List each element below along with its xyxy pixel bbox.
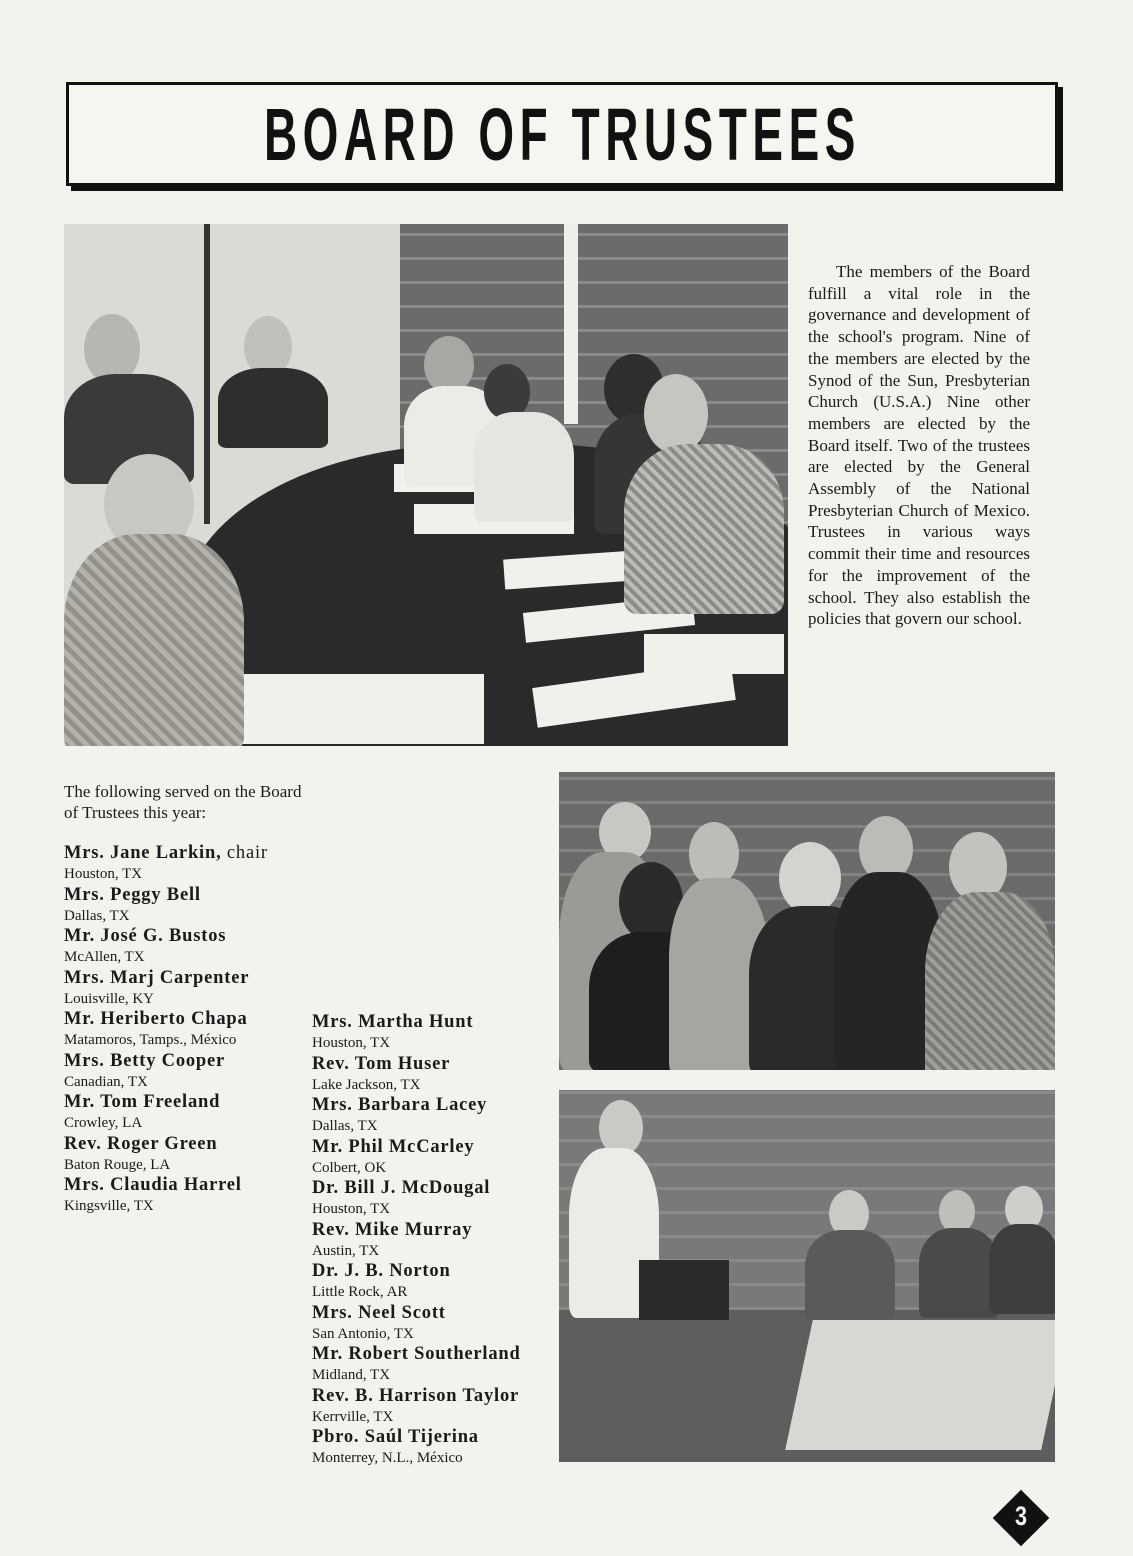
trustee-city: Canadian, TX (64, 1073, 148, 1090)
trustee-city: Midland, TX (312, 1367, 391, 1383)
trustee-entry (64, 1009, 314, 1051)
photo-paper (644, 634, 784, 674)
trustee-city: Houston, TX (312, 1035, 391, 1051)
trustee-city: Austin, TX (312, 1242, 380, 1259)
trustee-entry (64, 1051, 314, 1093)
trustee-list-right (312, 1012, 562, 1469)
page-title: BOARD OF TRUSTEES (263, 92, 861, 176)
trustee-city: Baton Rouge, LA (64, 1156, 171, 1173)
trustee-name: Mrs. Betty Cooper (64, 1050, 226, 1071)
trustee-city: Kerrville, TX (312, 1408, 394, 1425)
trustee-entry (64, 885, 314, 927)
trustee-entry (312, 1095, 562, 1137)
trustee-city: Houston, TX (312, 1201, 391, 1217)
trustee-city: San Antonio, TX (312, 1325, 414, 1342)
trustee-entry (312, 1178, 562, 1220)
trustee-name: Mrs. Martha Hunt (312, 1012, 474, 1032)
trustee-name: Mrs. Claudia Harrel (64, 1175, 242, 1195)
title-box (66, 82, 1058, 186)
photo-table (785, 1320, 1055, 1450)
trustee-entry (312, 1386, 562, 1428)
page-number-badge (993, 1490, 1049, 1546)
trustee-entry (64, 968, 314, 1010)
trustee-city: Lake Jackson, TX (312, 1076, 421, 1093)
trustee-city: Monterrey, N.L., México (312, 1450, 463, 1466)
photo-projector (639, 1260, 729, 1320)
photo-paper (224, 674, 484, 744)
trustees-group-photo (559, 772, 1055, 1070)
presenter-photo (559, 1090, 1055, 1462)
trustee-name: Mrs. Neel Scott (312, 1302, 446, 1323)
trustee-entry (312, 1261, 562, 1303)
photo-door-frame (204, 224, 210, 524)
trustee-name: Mr. Tom Freeland (64, 1092, 221, 1112)
trustee-city: Kingsville, TX (64, 1198, 154, 1214)
page-number: 3 (1014, 1501, 1028, 1531)
trustee-list-left (64, 843, 314, 1217)
trustee-entry (312, 1012, 562, 1054)
trustee-city: Little Rock, AR (312, 1284, 408, 1300)
trustee-entry (312, 1303, 562, 1345)
trustee-name: Mr. Heriberto Chapa (64, 1009, 248, 1029)
trustee-entry (312, 1054, 562, 1096)
photo-pipe (564, 224, 578, 424)
trustee-name: Mrs. Jane Larkin, chair (64, 843, 268, 863)
trustee-name: Rev. Tom Huser (312, 1053, 451, 1074)
trustee-name: Mr. Phil McCarley (312, 1136, 475, 1157)
trustee-role: chair (221, 843, 268, 863)
trustee-name: Rev. B. Harrison Taylor (312, 1385, 520, 1406)
trustee-name: Mrs. Peggy Bell (64, 884, 201, 905)
trustee-entry (64, 926, 314, 968)
trustee-city: Matamoros, Tamps., México (64, 1032, 237, 1048)
trustee-name: Dr. J. B. Norton (312, 1261, 451, 1281)
trustee-entry (312, 1137, 562, 1179)
trustee-name: Pbro. Saúl Tijerina (312, 1427, 479, 1447)
trustee-name: Dr. Bill J. McDougal (312, 1178, 491, 1198)
trustee-entry (312, 1220, 562, 1262)
trustee-city: Louisville, KY (64, 990, 154, 1007)
trustee-city: Houston, TX (64, 866, 143, 882)
trustee-name: Rev. Mike Murray (312, 1219, 473, 1240)
trustee-name: Rev. Roger Green (64, 1133, 218, 1154)
trustee-entry (64, 1134, 314, 1176)
trustee-name: Mr. José G. Bustos (64, 926, 227, 946)
served-intro: The following served on the Board of Trustees this year: (64, 782, 302, 822)
board-description: The members of the Board fulfill a vital role in the governance and development of the school's program. Nine of the members are elected by the Synod of the Sun, Presbyterian Church (U.S.A.) Nine other members are elected by the Board itself. Two of the trustees are elected by the General Assembly of the National Presbyterian Church of Mexico. Trustees in various ways commit their time and resources for the improvement of the school. They also establish the policies that govern our school. (808, 262, 1030, 629)
trustee-city: Dallas, TX (312, 1118, 378, 1134)
board-meeting-photo (64, 224, 788, 746)
trustee-city: McAllen, TX (64, 949, 145, 965)
trustee-entry (312, 1427, 562, 1469)
trustee-name: Mrs. Marj Carpenter (64, 967, 250, 988)
trustee-name: Mr. Robert Southerland (312, 1344, 521, 1364)
trustee-city: Dallas, TX (64, 907, 130, 924)
trustee-city: Crowley, LA (64, 1115, 143, 1131)
trustee-city: Colbert, OK (312, 1159, 387, 1176)
trustee-entry (64, 1092, 314, 1134)
trustee-entry (64, 843, 314, 885)
trustee-entry (312, 1344, 562, 1386)
trustee-name: Mrs. Barbara Lacey (312, 1095, 488, 1115)
trustee-entry (64, 1175, 314, 1217)
